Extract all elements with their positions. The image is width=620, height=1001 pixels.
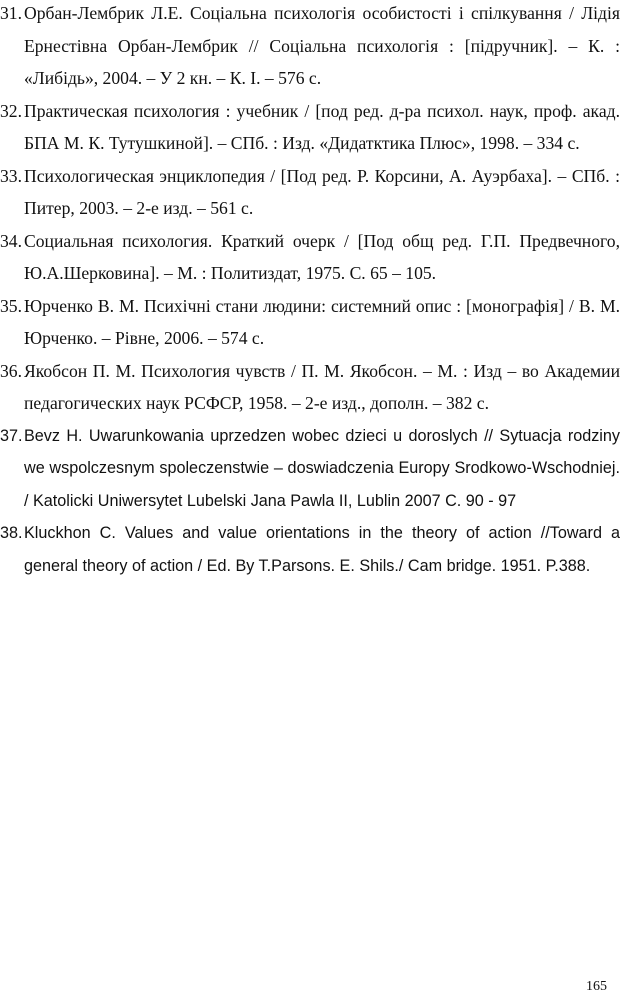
reference-text: Психологическая энциклопедия / [Под ред. Р. Корсини, А. Ауэрбаха]. – СПб. : Питер, 2003. – 2-е изд. – 561 с. bbox=[24, 165, 620, 218]
reference-item-31 bbox=[0, 0, 620, 95]
reference-number: 31. bbox=[0, 3, 22, 23]
reference-number: 32. bbox=[0, 100, 22, 121]
reference-number: 36. bbox=[0, 360, 22, 381]
reference-item-34 bbox=[0, 225, 620, 290]
reference-item-37 bbox=[0, 420, 620, 518]
reference-number: 35. bbox=[0, 295, 22, 316]
reference-number: 34. bbox=[0, 230, 22, 251]
reference-text: Bevz H. Uwarunkowania uprzedzen wobec dzieci u doroslych // Sytuacja rodziny we wspolczesnym spoleczenstwie – doswiadczenia Europy Srodkowo-Wschodniej. / Katolicki Uniwersytet Lubelski Jana Pawla II, Lublin 2007 C. 90 - 97 bbox=[24, 426, 620, 510]
reference-number: 37. bbox=[0, 426, 23, 445]
page-number: 165 bbox=[586, 979, 607, 994]
reference-item-32 bbox=[0, 95, 620, 160]
reference-text: Орбан-Лембрик Л.Е. Соціальна психологія особистості і спілкування / Лідія Ернестівна Орбан-Лембрик // Соціальна психологія : [підручник]. – К. : «Либідь», 2004. – У 2 кн. – К. I. – 576 с. bbox=[24, 3, 620, 88]
reference-text: Практическая психология : учебник / [под ред. д-ра психол. наук, проф. акад. БПА М. К. Тутушкиной]. – СПб. : Изд. «Дидатктика Плюс», 1998. – 334 с. bbox=[24, 100, 620, 153]
reference-item-38 bbox=[0, 517, 620, 582]
reference-number: 38. bbox=[0, 524, 23, 542]
reference-text: Kluckhon C. Values and value orientations in the theory of action //Toward a general theory of action / Ed. By T.Parsons. E. Shils./ Cam bridge. 1951. P.388. bbox=[24, 524, 620, 575]
reference-text: Юрченко В. М. Психічні стани людини: системний опис : [монографія] / В. М. Юрченко. – Рівне, 2006. – 574 с. bbox=[24, 295, 620, 348]
reference-number: 33. bbox=[0, 165, 22, 186]
reference-text: Социальная психология. Краткий очерк / [Под общ ред. Г.П. Предвечного, Ю.А.Шерковина]. – М. : Политиздат, 1975. С. 65 – 105. bbox=[24, 230, 620, 283]
reference-item-35 bbox=[0, 290, 620, 355]
reference-text: Якобсон П. М. Психология чувств / П. М. Якобсон. – М. : Изд – во Академии педагогических наук РСФСР, 1958. – 2-е изд., дополн. – 382 с. bbox=[24, 360, 620, 413]
reference-item-36 bbox=[0, 355, 620, 420]
reference-item-33 bbox=[0, 160, 620, 225]
